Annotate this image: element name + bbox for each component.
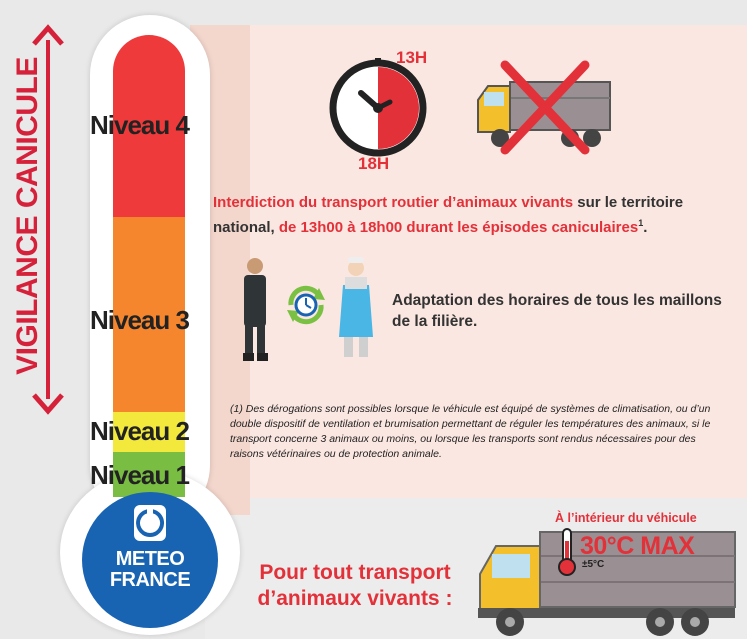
level-4-label: Niveau 4 bbox=[90, 110, 189, 140]
level-3-label: Niveau 3 bbox=[90, 305, 189, 335]
ban-text bbox=[213, 192, 733, 238]
crossed-truck-icon bbox=[470, 60, 620, 155]
ban-text-part-3: de 13h00 à 18h00 durant les épisodes caniculaires bbox=[278, 219, 639, 236]
transport-label: Pour tout transport d’animaux vivants : bbox=[257, 561, 453, 610]
ban-text-part-4: . bbox=[643, 219, 648, 236]
ban-text-part-1: Interdiction du transport routier d’animaux vivants bbox=[213, 194, 574, 211]
clock-end-label: 18H bbox=[358, 154, 390, 173]
vehicle-inside-label: À l’intérieur du véhicule bbox=[555, 511, 697, 525]
logo-line-2: FRANCE bbox=[109, 569, 191, 591]
meteo-france-emblem-icon bbox=[132, 503, 168, 543]
cycle-clock-icon bbox=[283, 282, 329, 328]
level-2-label: Niveau 2 bbox=[90, 416, 189, 446]
footnote-marker: 1 bbox=[638, 218, 644, 228]
vehicle-tolerance: ±5°C bbox=[582, 559, 605, 570]
footnote: (1) Des dérogations sont possibles lorsque le véhicule est équipé de systèmes de climatisation, ou d’un double dispositif de ventilation et brumisation permettant de réguler les températures des animaux, si le transport concerne 3 animaux ou moins, ou lorsque les transports sont rendus nécessaires pour des raisons vétérinaires ou de protection animale. bbox=[230, 403, 711, 460]
level-1-label: Niveau 1 bbox=[90, 460, 189, 490]
adaptation-text: Adaptation des horaires de tous les maillons de la filière. bbox=[392, 292, 722, 330]
clock-icon bbox=[328, 58, 428, 158]
ban-text-part-2: sur le territoire national, bbox=[213, 194, 684, 236]
logo-line-1: METEO bbox=[115, 548, 185, 570]
logo-text bbox=[82, 549, 218, 591]
vehicle-temp-max: 30°C MAX bbox=[580, 532, 695, 560]
vigilance-label: VIGILANCE CANICULE bbox=[11, 57, 44, 375]
clock-start-label: 13H bbox=[396, 48, 428, 67]
thermometer-icon bbox=[557, 527, 577, 577]
